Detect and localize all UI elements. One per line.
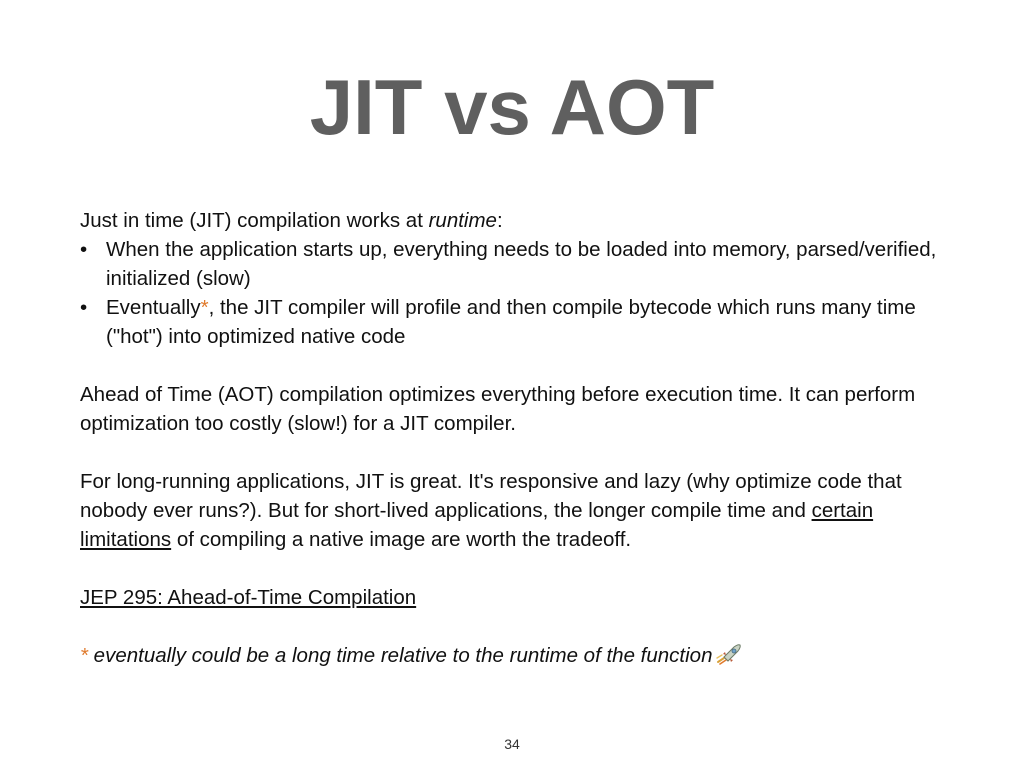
jit-intro-emphasis: runtime — [428, 209, 497, 232]
jit-intro-prefix: Just in time (JIT) compilation works at — [80, 209, 429, 232]
footnote-asterisk: * — [80, 644, 88, 667]
spacer — [80, 351, 960, 380]
list-item — [80, 235, 960, 293]
comparison-paragraph — [80, 467, 960, 554]
jep-paragraph — [80, 583, 960, 612]
spacer — [80, 554, 960, 583]
jit-bullet-list — [80, 235, 960, 351]
bullet-text: , the JIT compiler will profile and then compile bytecode which runs many time ("hot") into optimized native code — [106, 296, 916, 348]
spacer — [80, 438, 960, 467]
list-item — [80, 293, 960, 351]
slide-body — [80, 206, 960, 673]
comparison-text-end: of compiling a native image are worth the tradeoff. — [171, 528, 632, 551]
jep-295-link[interactable]: JEP 295: Ahead-of-Time Compilation — [80, 586, 417, 609]
bullet-dot: • — [80, 296, 88, 319]
spacer — [80, 612, 960, 641]
certain-limitations-link[interactable]: certain limitations — [80, 499, 874, 551]
footnote-text: eventually could be a long time relative to the runtime of the function — [87, 644, 713, 667]
page-number: 34 — [504, 736, 520, 752]
bullet-prefix: Eventually — [106, 296, 201, 319]
comparison-text-start: For long-running applications, JIT is great. It's responsive and lazy (why optimize code that nobody ever runs?). But for short-lived applications, the longer compile time and — [80, 470, 902, 522]
aot-paragraph: Ahead of Time (AOT) compilation optimizes everything before execution time. It can perform optimization too costly (slow!) for a JIT compiler. — [80, 383, 916, 435]
jit-intro-suffix: : — [496, 209, 503, 232]
footnote — [80, 641, 960, 673]
jit-intro — [80, 206, 960, 235]
bullet-text: When the application starts up, everything needs to be loaded into memory, parsed/verified, initialized (slow) — [106, 238, 937, 290]
bullet-dot: • — [80, 238, 88, 261]
asterisk-marker: * — [200, 296, 209, 319]
rocket-icon — [716, 643, 742, 673]
slide-title: JIT vs AOT — [309, 63, 715, 151]
